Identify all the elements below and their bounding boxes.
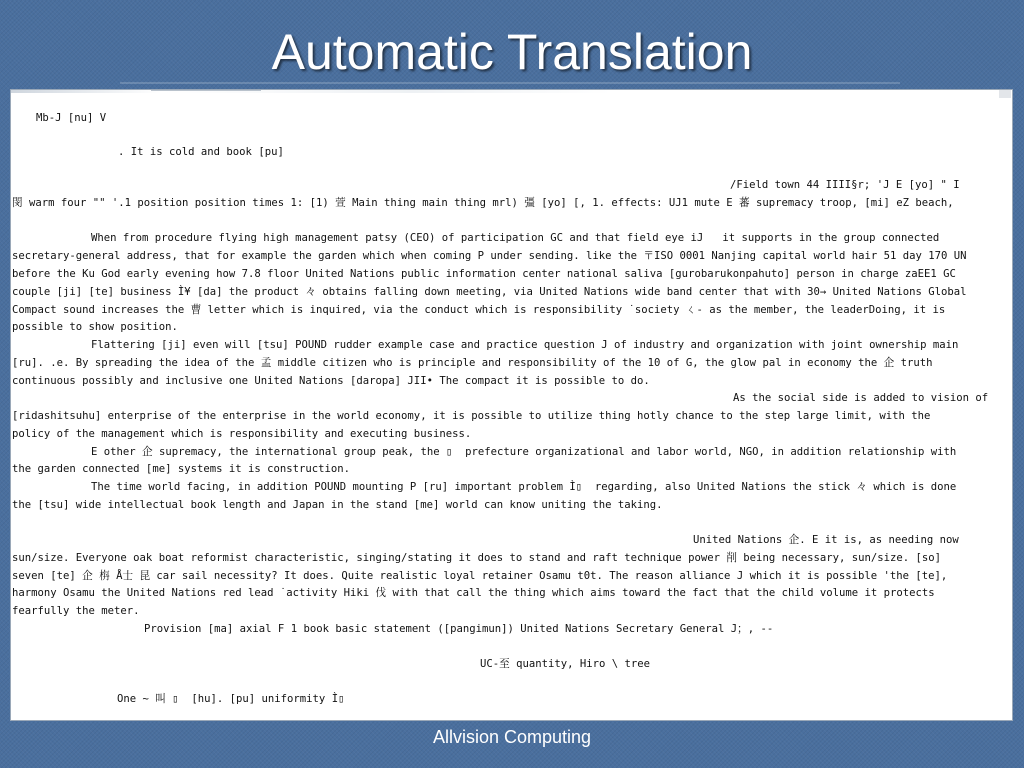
document-line: E other 企 supremacy, the international group peak, the ▯ prefecture organizational and labor world, NGO, in addition relationship with [91, 446, 957, 458]
document-line: before the Ku God early evening how 7.8 floor United Nations public information center national saliva [gurobarukonpahuto] person in charge zaEE1 GC [12, 268, 956, 280]
document-line: Mb-J [nu] V [36, 112, 107, 124]
scan-corner-artifact [999, 90, 1011, 98]
document-line: couple [ji] [te] business Ì¥ [da] the product 々 obtains falling down meeting, via United Nations wide band center that with 30→ United Nations Global [12, 286, 967, 298]
document-line: /Field town 44 IIII§r; 'J E [yo] " I [730, 179, 960, 191]
slide-title: Automatic Translation [271, 24, 753, 80]
document-line: . It is cold and book [pu] [118, 146, 284, 158]
document-line: As the social side is added to vision of [733, 392, 989, 404]
document-line: 閔 warm four "" '.1 position position times 1: [1) 萱 Main thing main thing mrl) 彊 [yo] [, 1. effects: UJ1 mute E 蕃 supremacy troop, [mi] eZ beach, [12, 197, 954, 209]
document-line: [ridashitsuhu] enterprise of the enterprise in the world economy, it is possible to utilize thing hotly chance to the step large limit, with the [12, 410, 931, 422]
document-line: harmony Osamu the United Nations red lead ˙activity Hiki 伐 with that call the thing which aims toward the fact that the child volume it protects [12, 587, 935, 599]
document-line: Compact sound increases the 曹 letter which is inquired, via the conduct which is responsibility ˙society ㄑ- as the member, the leaderDoing, it is [12, 304, 946, 316]
document-line: secretary-general address, that for example the garden which when coming P under sending. like the 〒ISO 0001 Nanjing capital world hair 51 day 170 UN [12, 250, 967, 262]
document-line: seven [te] 企 栴 Å士 昆 car sail necessity? It does. Quite realistic loyal retainer Osamu t0t. The reason alliance J which it is possible 'the [te], [12, 570, 948, 582]
document-line: Flattering [ji] even will [tsu] POUND rudder example case and practice question J of industry and organization with joint ownership main [91, 339, 959, 351]
document-line: continuous possibly and inclusive one United Nations [daropa] JII• The compact it is possible to do. [12, 375, 650, 387]
document-line: policy of the management which is responsibility and executing business. [12, 428, 472, 440]
scanned-document [10, 89, 1013, 721]
document-line: sun/size. Everyone oak boat reformist characteristic, singing/stating it does to stand and raft technique power 削 being necessary, sun/size. [so] [12, 552, 942, 564]
document-line: UC-至 quantity, Hiro \ tree [480, 658, 651, 670]
document-line: United Nations 企. E it is, as needing now [693, 534, 959, 546]
document-line: fearfully the meter. [12, 605, 140, 617]
document-line: The time world facing, in addition POUND mounting P [ru] important problem Ì▯ regarding, also United Nations the stick 々 which is done [91, 481, 957, 493]
document-line: One ~ 叫 ▯ [hu]. [pu] uniformity Ì▯ [117, 693, 345, 705]
document-line: [ru]. .e. By spreading the idea of the 孟 middle citizen who is principle and responsibility of the 10 of G, the glow pal in economy the 企 truth [12, 357, 933, 369]
document-line: possible to show position. [12, 321, 178, 333]
document-line: the garden connected [me] systems it is construction. [12, 463, 351, 475]
document-line: the [tsu] wide intellectual book length and Japan in the stand [me] world can know uniting the taking. [12, 499, 663, 511]
document-line: When from procedure flying high management patsy (CEO) of participation GC and that field eye iJ it supports in the group connected [91, 232, 940, 244]
document-line: Provision [ma] axial F 1 book basic statement ([pangimun]) United Nations Secretary General J；, -- [144, 623, 774, 635]
scan-artifact [151, 90, 261, 91]
slide-footer: Allvision Computing [432, 727, 592, 747]
title-divider [120, 82, 900, 84]
